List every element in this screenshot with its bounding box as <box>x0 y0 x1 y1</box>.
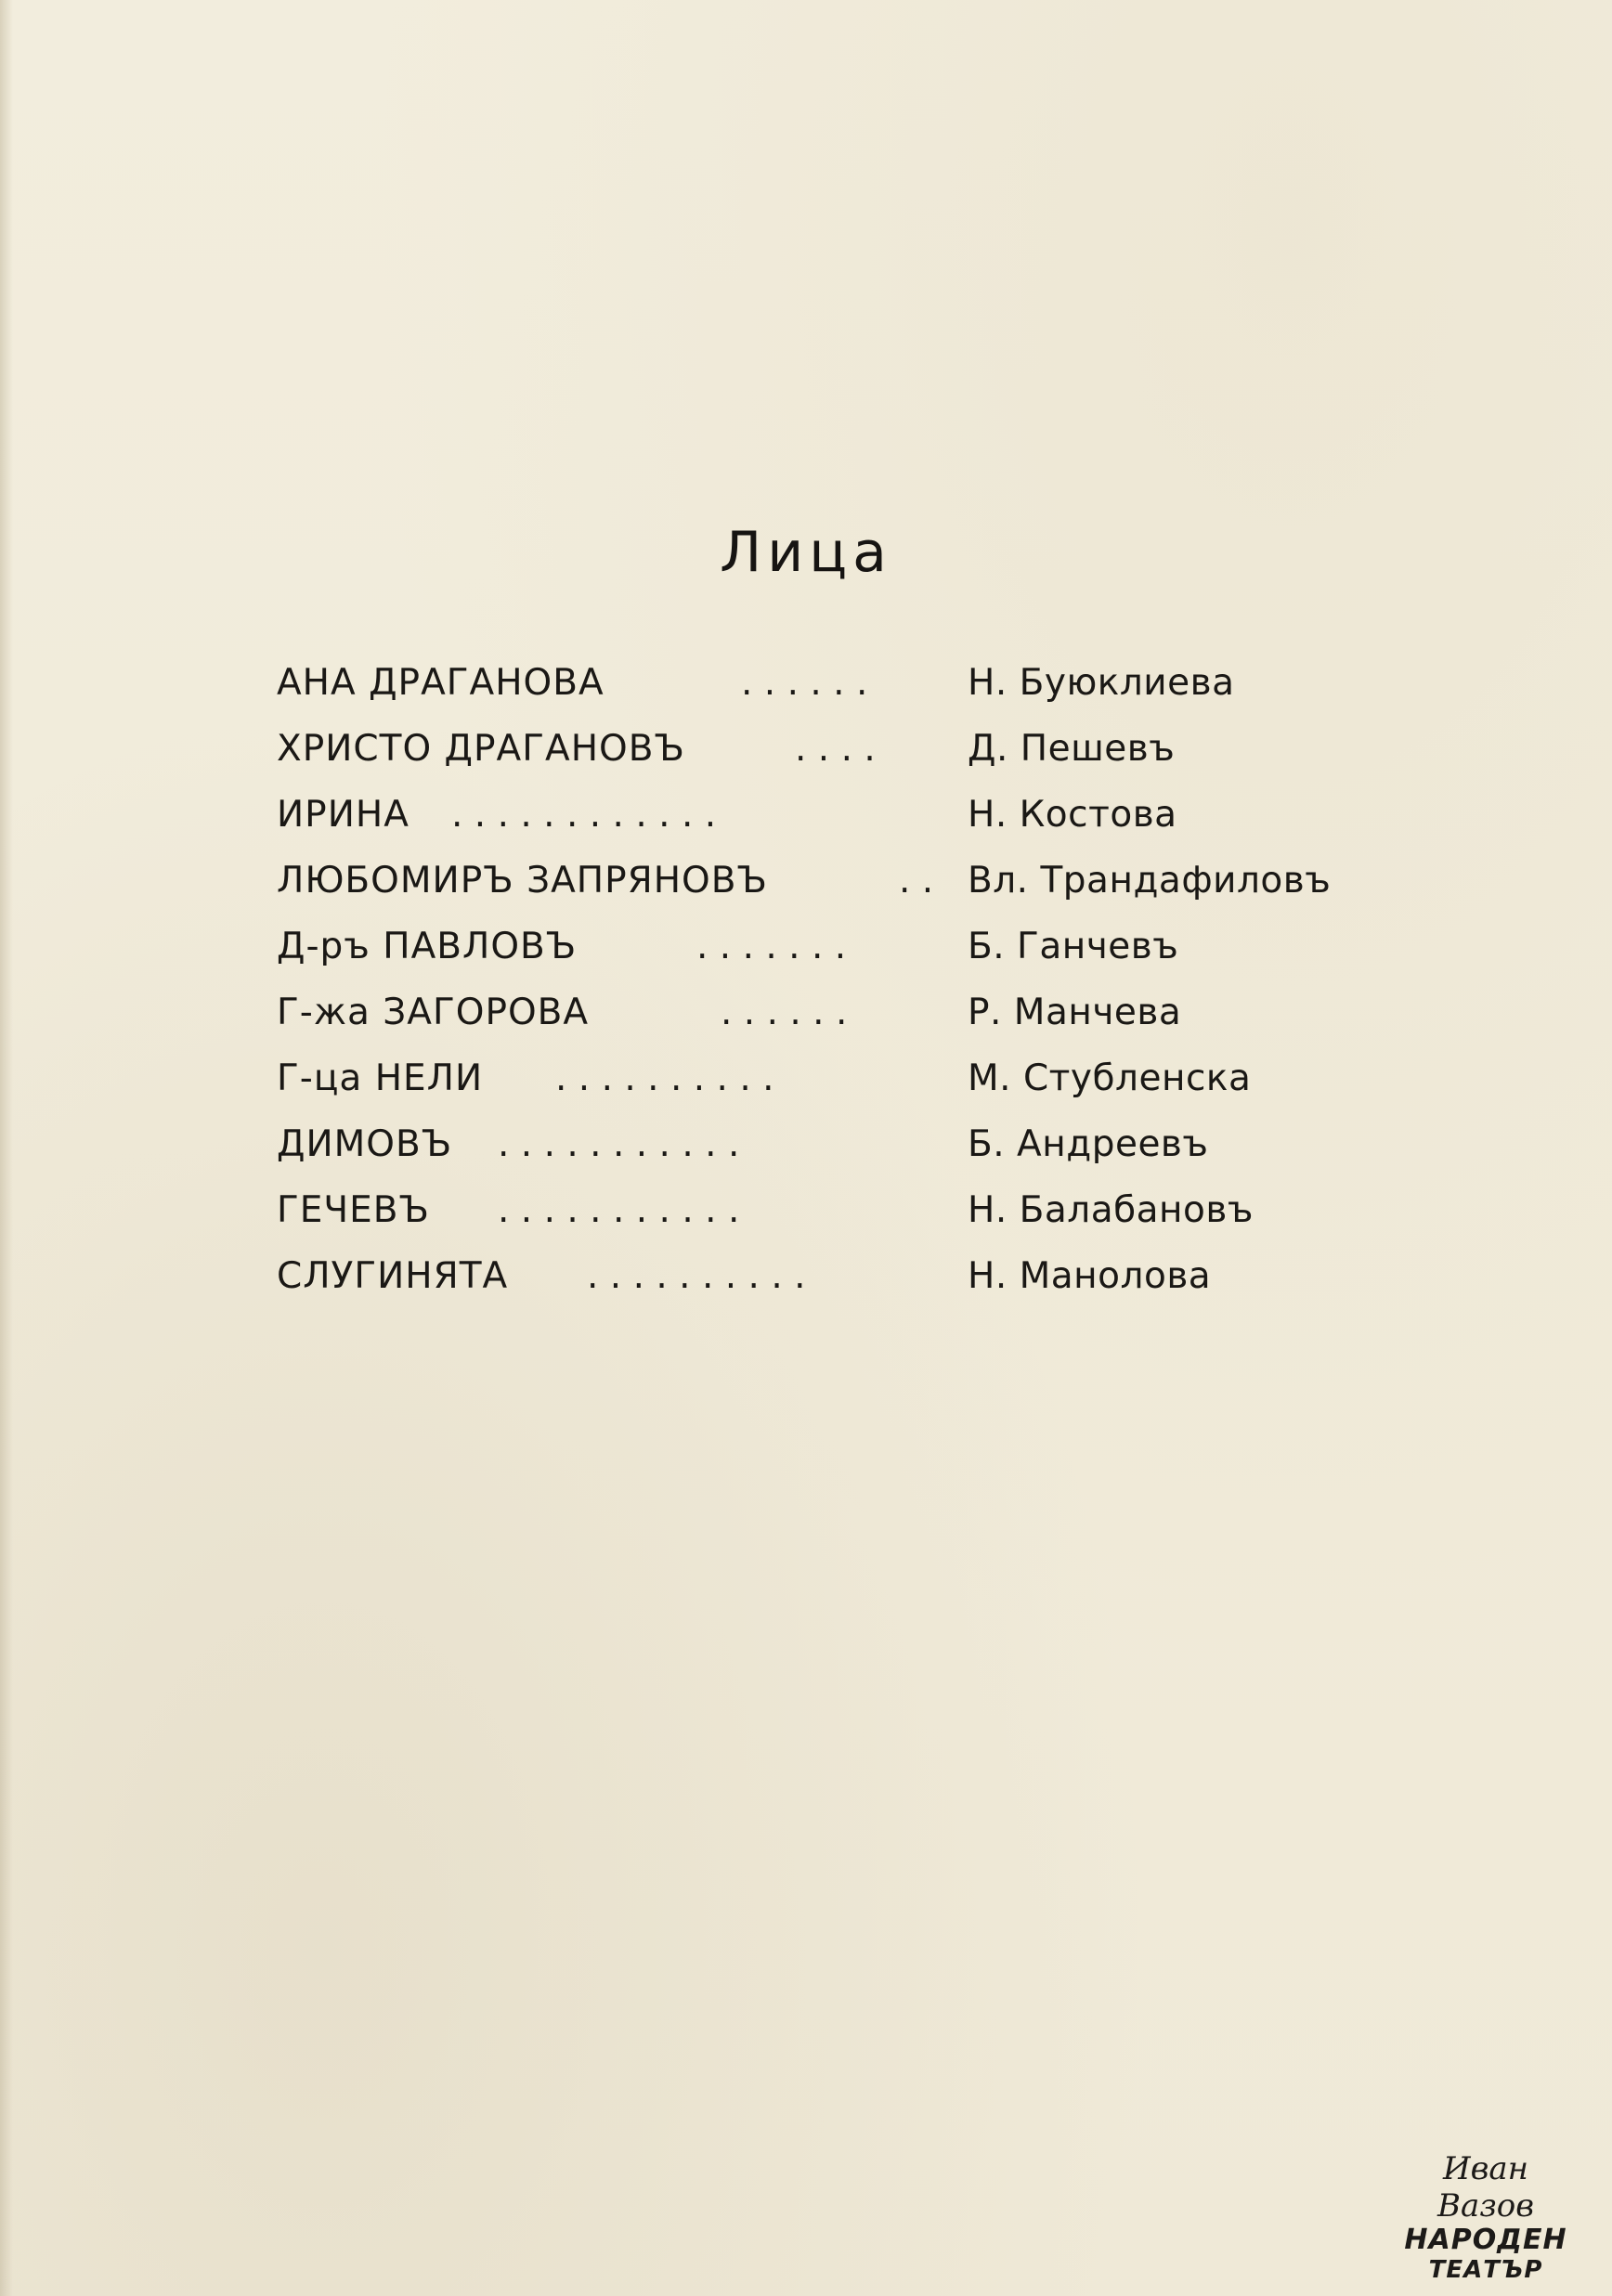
cast-row <box>277 1111 1391 1177</box>
actor-name: Р. Манчева <box>968 992 1182 1033</box>
cast-heading: Лица <box>720 520 892 585</box>
cast-row <box>277 1177 1391 1243</box>
cast-row <box>277 914 1391 979</box>
actor-name: Н. Балабановъ <box>968 1189 1254 1231</box>
role-name: Г-ца НЕЛИ <box>277 1057 484 1099</box>
cast-row <box>277 650 1391 716</box>
dot-leader: . . . . . . . . . . . . <box>451 794 717 836</box>
logo-line-2: ТЕАТЪР <box>1428 2256 1543 2284</box>
actor-name: Д. Пешевъ <box>968 728 1176 770</box>
dot-leader: . . . . <box>795 728 876 770</box>
actor-name: Н. Костова <box>968 794 1177 836</box>
dot-leader: . . . . . . <box>741 662 868 704</box>
dot-leader: . . . . . . . . . . <box>587 1255 806 1297</box>
national-theatre-logo <box>1402 2147 1569 2284</box>
role-name: ХРИСТО ДРАГАНОВЪ <box>277 728 685 770</box>
actor-name: Вл. Трандафиловъ <box>968 860 1332 902</box>
dot-leader: . . . . . . <box>721 992 848 1033</box>
role-name: ИРИНА <box>277 794 410 836</box>
role-name: ЛЮБОМИРЪ ЗАПРЯНОВЪ <box>277 860 768 902</box>
actor-name: Б. Андреевъ <box>968 1123 1209 1165</box>
actor-name: Н. Буюклиева <box>968 662 1235 704</box>
cast-list <box>277 650 1391 1309</box>
dot-leader: . . <box>899 860 934 902</box>
role-name: ДИМОВЪ <box>277 1123 453 1165</box>
role-name: Д-ръ ПАВЛОВЪ <box>277 926 578 967</box>
actor-name: Н. Манолова <box>968 1255 1212 1297</box>
cast-row <box>277 716 1391 782</box>
cast-row <box>277 848 1391 914</box>
page-edge-shadow <box>0 0 13 2296</box>
actor-name: М. Стубленска <box>968 1057 1252 1099</box>
cast-row <box>277 782 1391 848</box>
role-name: Г-жа ЗАГОРОВА <box>277 992 590 1033</box>
role-name: СЛУГИНЯТА <box>277 1255 509 1297</box>
dot-leader: . . . . . . . . . . <box>555 1057 774 1099</box>
cast-row <box>277 1045 1391 1111</box>
logo-script: Иван Вазов <box>1436 2150 1535 2225</box>
cast-row <box>277 979 1391 1045</box>
dot-leader: . . . . . . . . . . . <box>498 1123 740 1165</box>
logo-line-1: НАРОДЕН <box>1404 2224 1567 2256</box>
dot-leader: . . . . . . . . . . . <box>498 1189 740 1231</box>
role-name: АНА ДРАГАНОВА <box>277 662 604 704</box>
dot-leader: . . . . . . . <box>696 926 847 967</box>
role-name: ГЕЧЕВЪ <box>277 1189 431 1231</box>
actor-name: Б. Ганчевъ <box>968 926 1179 967</box>
cast-row <box>277 1243 1391 1309</box>
